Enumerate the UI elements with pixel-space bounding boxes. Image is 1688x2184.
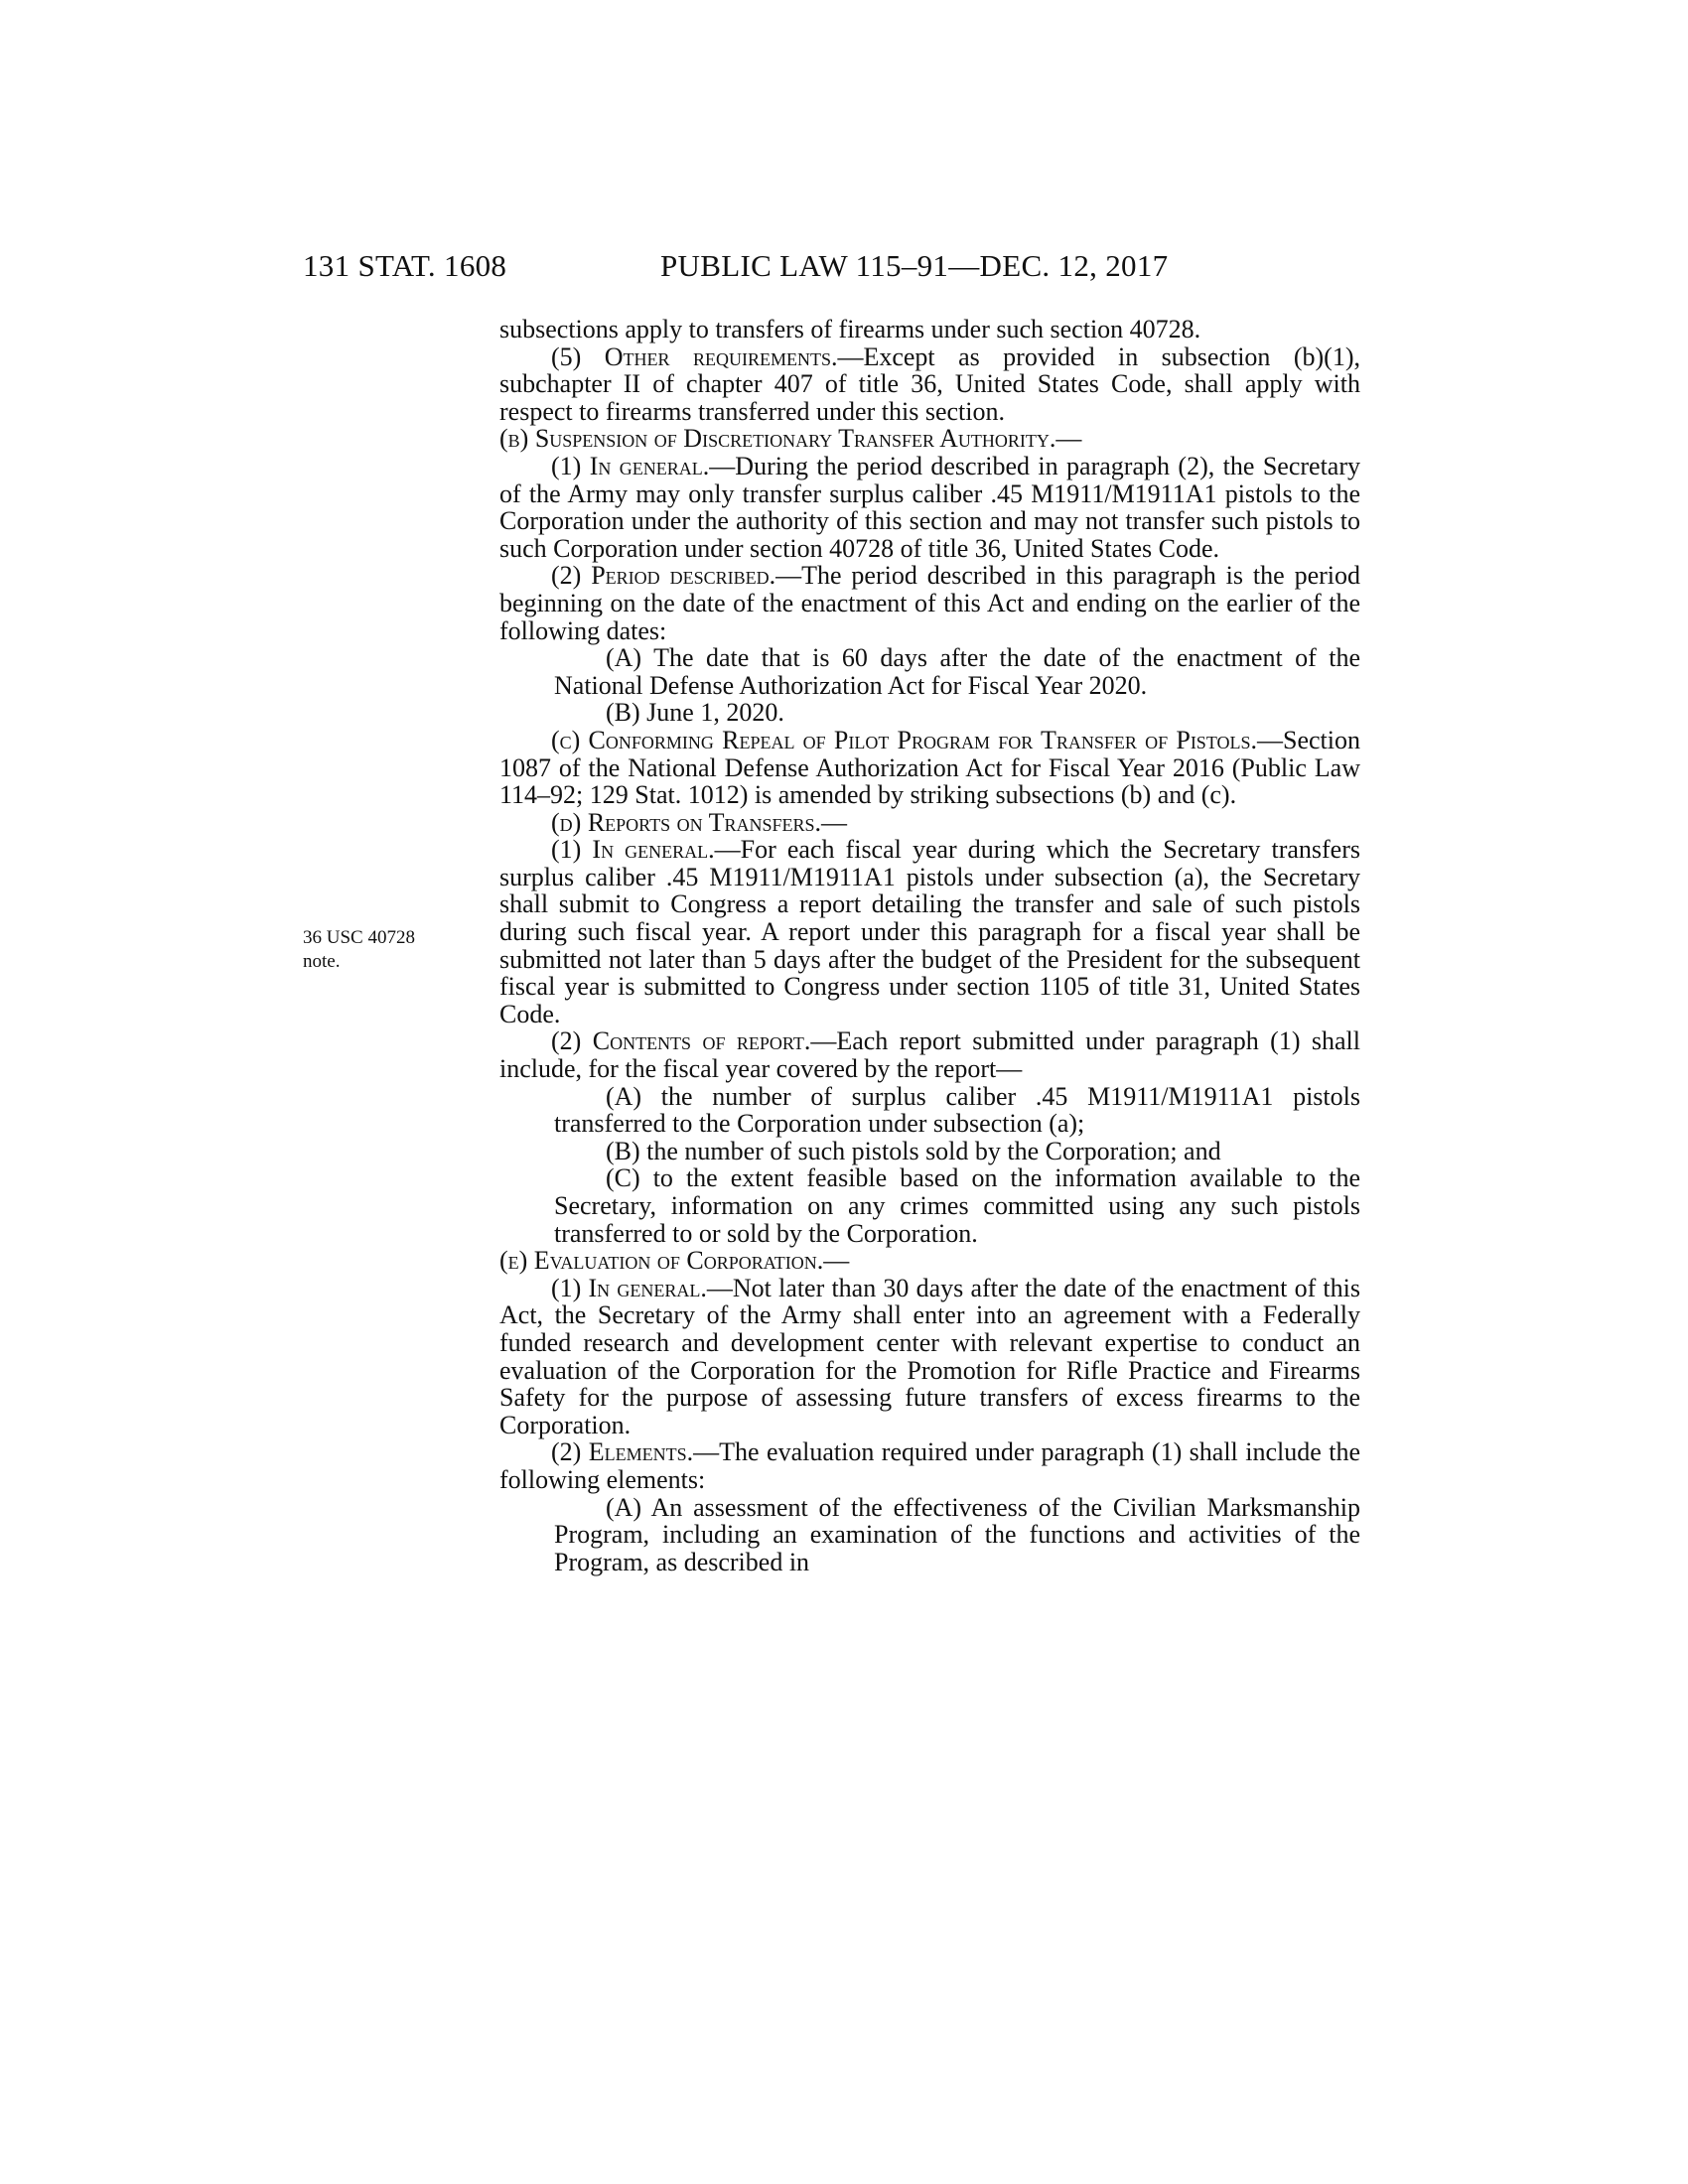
paragraph-b2-period-described: (2) Period described.—The period described in this paragraph is the period beginning on the date of the enactment of this Act and ending on the earlier of the following dates: xyxy=(499,561,1361,645)
subparagraph-b2-a: (A) The date that is 60 days after the date of the enactment of the National Defense Authorization Act for Fiscal Year 2020. xyxy=(554,643,1360,700)
body-text xyxy=(499,316,1360,1575)
subparagraph-e2-a: (A) An assessment of the effectiveness of the Civilian Marksmanship Program, including an examination of the functions and activities of the Program, as described in xyxy=(554,1492,1360,1576)
running-header-title: PUBLIC LAW 115–91—DEC. 12, 2017 xyxy=(660,248,1169,283)
statute-page-number: 131 STAT. 1608 xyxy=(303,248,507,283)
subsection-e-heading: (e) Evaluation of Corporation.— xyxy=(499,1246,850,1276)
subsection-c-conforming-repeal: (c) Conforming Repeal of Pilot Program for Transfer of Pistols.—Section 1087 of the National Defense Authorization Act for Fiscal Year 2016 (Public Law 114–92; 129 Stat. 1012) is amended by striking subsections (b) and (c). xyxy=(499,725,1360,810)
paragraph-5-other-requirements: (5) Other requirements.—Except as provided in subsection (b)(1), subchapter II of chapter 407 of title 36, United States Code, shall apply with respect to firearms transferred under this section. xyxy=(499,341,1360,426)
subparagraph-d2-b: (B) the number of such pistols sold by the Corporation; and xyxy=(606,1136,1221,1165)
paragraph-continuation: subsections apply to transfers of firearms under such section 40728. xyxy=(499,315,1201,343)
paragraph-e1-in-general: (1) In general.—Not later than 30 days after the date of the enactment of this Act, the Secretary of the Army shall enter into an agreement with a Federally funded research and development center with relevant expertise to conduct an evaluation of the Corporation for the Promotion for Rifle Practice and Firearms Safety for the purpose of assessing future transfers of excess firearms to the Corporation. xyxy=(499,1273,1360,1439)
subsection-d-heading: (d) Reports on Transfers.— xyxy=(551,807,848,837)
subparagraph-d2-c: (C) to the extent feasible based on the information available to the Secretary, information on any crimes committed using any such pistols transferred to or sold by the Corporation. xyxy=(554,1163,1360,1248)
margin-note-suffix: note. xyxy=(303,951,341,972)
margin-note xyxy=(303,926,462,974)
paragraph-d2-contents-of-report: (2) Contents of report.—Each report submitted under paragraph (1) shall include, for the fiscal year covered by the report— xyxy=(499,1026,1360,1084)
paragraph-d1-in-general: (1) In general.—For each fiscal year during which the Secretary transfers surplus caliber .45 M1911/M1911A1 pistols under subsection (a), the Secretary shall submit to Congress a report detailing the transfer and sale of such pistols during such fiscal year. A report under this paragraph for a fiscal year shall be submitted not later than 5 days after the budget of the President for the subsequent fiscal year is submitted to Congress under section 1105 of title 31, United States Code. xyxy=(499,835,1360,1028)
subparagraph-d2-a: (A) the number of surplus caliber .45 M1911/M1911A1 pistols transferred to the Corporation under subsection (a); xyxy=(554,1081,1360,1139)
paragraph-b1-in-general: (1) In general.—During the period described in paragraph (2), the Secretary of the Army may only transfer surplus caliber .45 M1911/M1911A1 pistols to the Corporation under the authority of this section and may not transfer such pistols to such Corporation under section 40728 of title 36, United States Code. xyxy=(499,451,1360,563)
subsection-b-heading: (b) Suspension of Discretionary Transfer Authority.— xyxy=(499,424,1082,454)
margin-note-citation: 36 USC 40728 xyxy=(303,927,415,948)
paragraph-e2-elements: (2) Elements.—The evaluation required under paragraph (1) shall include the following elements: xyxy=(499,1437,1360,1494)
subparagraph-b2-b: (B) June 1, 2020. xyxy=(606,698,784,728)
